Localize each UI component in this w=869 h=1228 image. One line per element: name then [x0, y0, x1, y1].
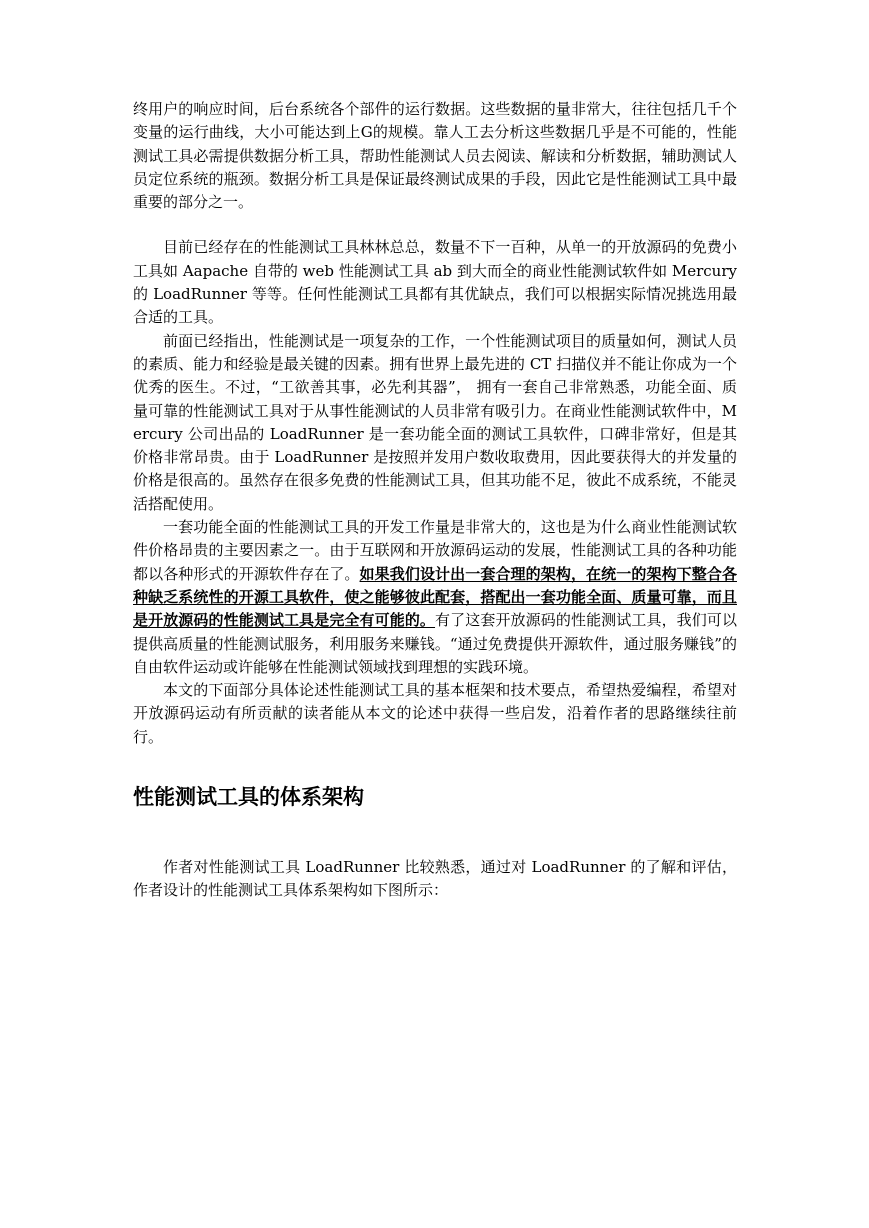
- paragraph-open-source-tools: [133, 516, 737, 679]
- paragraph-performance-testing-quality: 前面已经指出，性能测试是一项复杂的工作，一个性能测试项目的质量如何，测试人员的素质、能力和经验是最关键的因素。拥有世界上最先进的 CT 扫描仪并不能让你成为一个优秀的医生。不过，“工欲善其事，必先利其器”， 拥有一套自己非常熟悉，功能全面、质量可靠的性能测试工具对于从事性能测试的人员非常有吸引力。在商业性能测试软件中，Mercury 公司出品的 LoadRunner 是一套功能全面的测试工具软件，口碑非常好，但是其价格非常昂贵。由于 LoadRunner 是按照并发用户数收取费用，因此要获得大的并发量的价格是很高的。虽然存在很多免费的性能测试工具，但其功能不足，彼此不成系统，不能灵活搭配使用。: [133, 331, 737, 513]
- paragraph-analysis-data: 终用户的响应时间，后台系统各个部件的运行数据。这些数据的量非常大，往往包括几千个变量的运行曲线，大小可能达到上G的规模。靠人工去分析这些数据几乎是不可能的，性能测试工具必需提供数据分析工具，帮助性能测试人员去阅读、解读和分析数据，辅助测试人员定位系统的瓶颈。数据分析工具是保证最终测试成果的手段，因此它是性能测试工具中最重要的部分之一。: [133, 100, 737, 212]
- paragraph-open-source-intro: 一套功能全面的性能测试工具的开发工作量是非常大的，这也是为什么商业性能测试软件价格昂贵的主要因素之一。由于互联网和开放源码运动的发展，性能测试工具的各种功能都以各种形式的开源软件存在了。: [133, 518, 737, 583]
- paragraph-article-outline: 本文的下面部分具体论述性能测试工具的基本框架和技术要点，希望热爱编程，希望对开放源码运动有所贡献的读者能从本文的论述中获得一些启发，沿着作者的思路继续往前行。: [133, 681, 737, 746]
- document-page: [133, 98, 737, 903]
- paragraph-existing-tools: 目前已经存在的性能测试工具林林总总，数量不下一百种，从单一的开放源码的免费小工具如 Aapache 自带的 web 性能测试工具 ab 到大而全的商业性能测试软件如 Mercury 的 LoadRunner 等等。任何性能测试工具都有其优缺点，我们可以根据实际情况挑选用最合适的工具。: [133, 238, 737, 327]
- paragraph-open-source-conclusion: 有了这套开放源码的性能测试工具，我们可以提供高质量的性能测试服务，利用服务来赚钱。“通过免费提供开源软件，通过服务赚钱”的自由软件运动或许能够在性能测试领域找到理想的实践环境。: [133, 611, 737, 676]
- emphasized-architecture-statement: 如果我们设计出一套合理的架构，在统一的架构下整合各种缺乏系统性的开源工具软件，使之能够彼此配套，搭配出一套功能全面、质量可靠，而且是开放源码的性能测试工具是完全有可能的。: [133, 564, 737, 630]
- paragraph-architecture-intro: 作者对性能测试工具 LoadRunner 比较熟悉，通过对 LoadRunner 的了解和评估，作者设计的性能测试工具体系架构如下图所示：: [133, 858, 737, 900]
- section-heading: 性能测试工具的体系架构: [133, 785, 364, 810]
